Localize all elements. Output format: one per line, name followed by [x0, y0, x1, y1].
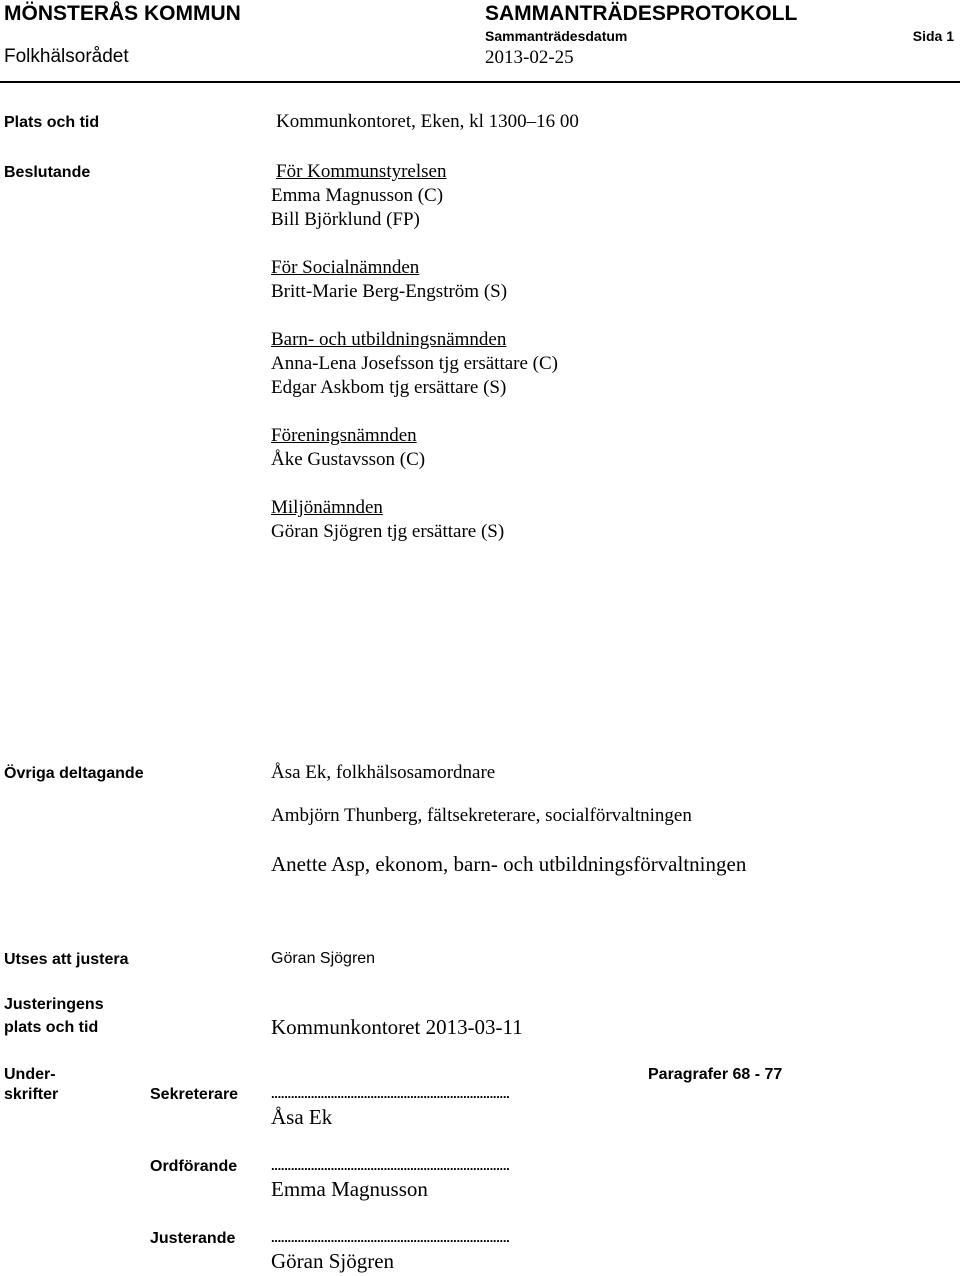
signature-line: ........................................................................	[271, 1230, 510, 1245]
adjuster-name: Göran Sjögren	[271, 950, 376, 967]
place-time-label: Plats och tid	[4, 114, 100, 131]
adjustment-label-line1: Justeringens	[4, 996, 104, 1013]
member-name: Göran Sjögren tjg ersättare (S)	[271, 521, 505, 542]
signature-line: ........................................................................	[271, 1086, 510, 1101]
signature-role: Ordförande	[150, 1158, 238, 1175]
group-heading: Barn- och utbildningsnämnden	[271, 329, 507, 350]
page-number: Sida 1	[912, 28, 954, 44]
member-name: Åke Gustavsson (C)	[271, 449, 426, 470]
member-name: Edgar Askbom tjg ersättare (S)	[271, 377, 507, 398]
municipality-name: MÖNSTERÅS KOMMUN	[4, 2, 241, 25]
group-heading: För Kommunstyrelsen	[276, 161, 447, 182]
signatory-name: Åsa Ek	[271, 1105, 333, 1129]
other-participants-label: Övriga deltagande	[4, 765, 144, 782]
group-heading: Miljönämnden	[271, 497, 383, 518]
signatures-label-line2: skrifter	[4, 1086, 59, 1103]
participant: Åsa Ek, folkhälsosamordnare	[271, 762, 496, 783]
signatory-name: Göran Sjögren	[271, 1249, 395, 1273]
member-name: Bill Björklund (FP)	[271, 209, 420, 230]
document-title: SAMMANTRÄDESPROTOKOLL	[485, 2, 798, 25]
member-name: Anna-Lena Josefsson tjg ersättare (C)	[271, 353, 559, 374]
signature-line: ........................................................................	[271, 1158, 510, 1173]
meeting-date: 2013-02-25	[485, 47, 574, 68]
signature-role: Justerande	[150, 1230, 236, 1247]
place-time-value: Kommunkontoret, Eken, kl 1300–16 00	[276, 111, 579, 132]
participant: Ambjörn Thunberg, fältsekreterare, socialförvaltningen	[271, 805, 692, 826]
decision-makers-label: Beslutande	[4, 164, 91, 181]
header-divider	[0, 81, 960, 83]
member-name: Britt-Marie Berg-Engström (S)	[271, 281, 508, 302]
signature-role: Sekreterare	[150, 1086, 239, 1103]
paragraphs-range: Paragrafer 68 - 77	[648, 1066, 783, 1083]
adjuster-label: Utses att justera	[4, 951, 129, 968]
group-heading: Föreningsnämnden	[271, 425, 417, 446]
council-name: Folkhälsorådet	[4, 46, 129, 67]
adjustment-place-time: Kommunkontoret 2013-03-11	[271, 1015, 523, 1039]
signatures-label-line1: Under-	[4, 1066, 56, 1083]
participant: Anette Asp, ekonom, barn- och utbildningsförvaltningen	[271, 852, 747, 876]
adjustment-label-line2: plats och tid	[4, 1019, 99, 1036]
signatory-name: Emma Magnusson	[271, 1177, 428, 1201]
meeting-date-label: Sammanträdesdatum	[485, 28, 628, 44]
member-name: Emma Magnusson (C)	[271, 185, 444, 206]
group-heading: För Socialnämnden	[271, 257, 420, 278]
